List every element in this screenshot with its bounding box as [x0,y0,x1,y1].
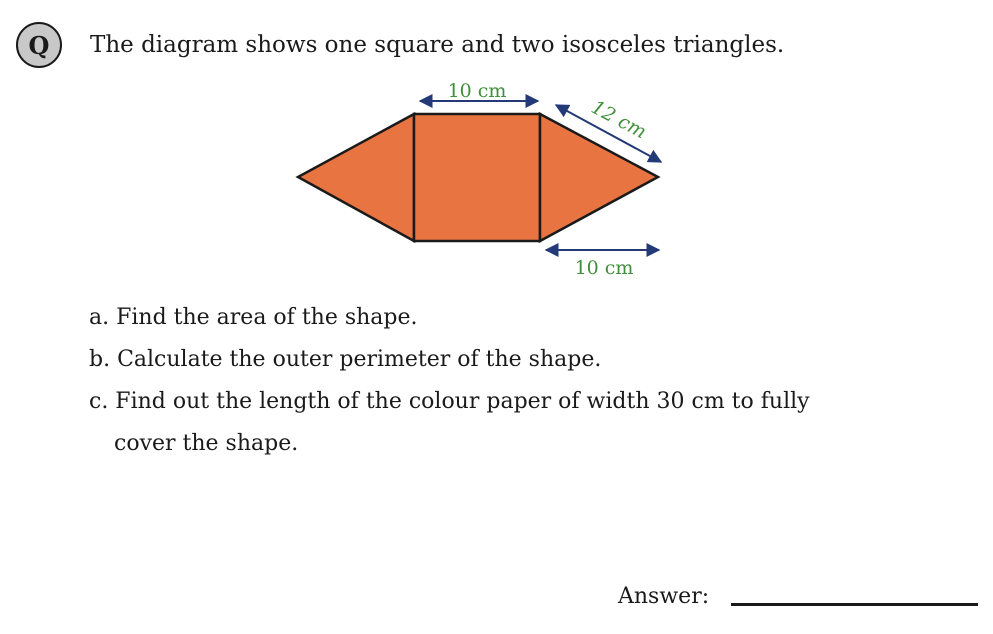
top-width-label: 10 cm [447,80,507,102]
slant-side-label: 12 cm [587,96,650,144]
bottom-width-label: 10 cm [574,257,634,279]
part-c-continued: cover the shape. [114,431,299,456]
shape-diagram [0,0,993,300]
question-badge-letter: Q [28,30,50,60]
answer-line[interactable] [731,603,978,606]
sub-questions [89,297,810,465]
answer-label: Answer: [618,584,710,609]
left-triangle [298,114,414,241]
question-prompt: The diagram shows one square and two isosceles triangles. [90,32,785,58]
part-b: b. Calculate the outer perimeter of the shape. [89,347,602,372]
part-a: a. Find the area of the shape. [89,305,418,330]
center-square [414,114,540,241]
part-c: c. Find out the length of the colour paper of width 30 cm to fully [89,389,810,414]
